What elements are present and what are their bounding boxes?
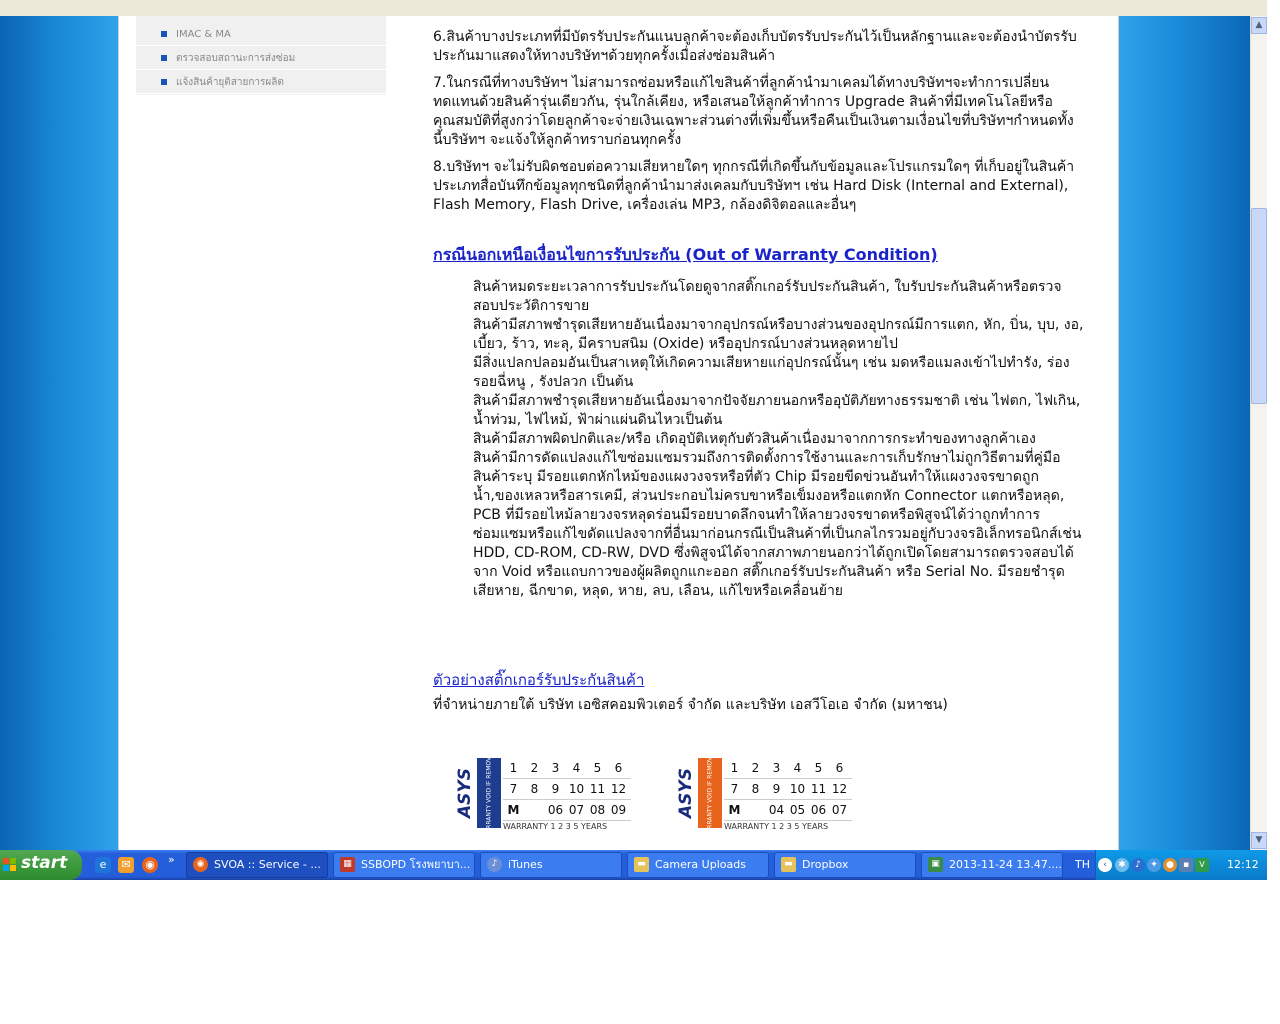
ie-quicklaunch-icon[interactable]: e	[95, 857, 111, 873]
taskbar-button-svoa[interactable]: ◉ SVOA :: Service - ...	[186, 852, 328, 878]
asys-logo: ASYS	[676, 768, 696, 818]
bullet-icon	[161, 79, 167, 85]
distributor-text: ที่จำหน่ายภายใต้ บริษัท เอซิสคอมพิวเตอร์ จำกัด และบริษัท เอสวีโอเอ จำกัด (มหาชน)	[433, 697, 948, 713]
scroll-down-button[interactable]: ▼	[1251, 832, 1267, 849]
taskbar	[0, 850, 1267, 880]
scrollbar-thumb[interactable]	[1251, 208, 1267, 404]
warranty-clause-8: 8.บริษัทฯ จะไม่รับผิดชอบต่อความเสียหายใดๆ ทุกกรณีที่เกิดขึ้นกับข้อมูลและโปรแกรมใดๆ ที่เก็บอยู่ในสินค้าประเภทสื่อบันทึกข้อมูลทุกชนิดที่ลูกค้านำมาส่งเคลมกับบริษัทฯ เช่น Hard Disk (Internal and External), Flash Memory, Flash Drive, เครื่องเล่น MP3, กล้องดิจิตอลและอื่นๆ	[433, 159, 1075, 213]
antivirus-icon[interactable]: V	[1195, 858, 1209, 872]
start-label: start	[21, 853, 68, 873]
taskbar-button-image[interactable]: ▣ 2013-11-24 13.47....	[921, 852, 1063, 878]
folder-icon: ▬	[634, 857, 649, 872]
asys-logo: ASYS	[455, 768, 475, 818]
sidebar-item-label: ตรวจสอบสถานะการส่งซ่อม	[176, 53, 296, 64]
firefox-quicklaunch-icon[interactable]: ◉	[142, 857, 158, 873]
sidebar-item-label: แจ้งสินค้ายุติสายการผลิต	[176, 77, 284, 88]
list-item: สินค้ามีการดัดแปลงแก้ไขซ่อมแซมรวมถึงการติดตั้งการใช้งานและการเก็บรักษาไม่ถูกวิธีตามที่คู่มือสินค้าระบุ มีรอยแตกหักไหม้ของแผงวงจรหรือที่ตัว Chip มีรอยขีดข่วนอันทำให้แผงวงจรขาดถูกน้ำ,ของเหลวหรือสารเคมี, ส่วนประกอบไม่ครบขาหรือเข็มงอหรือแตกหัก Connector แตกหรือหลุด, PCB ที่มีรอยไหม้ลายวงจรหลุดร่อนมีรอยบาดลึกจนทำให้ลายวงจรขาดหรือพิสูจน์ได้ว่าถูกทำการซ่อมแซมหรือแก้ไขดัดแปลงจากที่อื่นมาก่อนกรณีเป็นสินค้าที่เป็นกลไกรวมอยู่กับวงจรอิเล็กทรอนิกส์เช่น HDD, CD-ROM, CD-RW, DVD ซึ่งพิสูจน์ได้จากสภาพภายนอกว่าได้ถูกเปิดโดยสามารถตรวจสอบได้จาก Void หรือแถบกาวของผู้ผลิตถูกแกะออก สติ๊กเกอร์รับประกันสินค้า หรือ Serial No. มีรอยชำรุดเสียหาย, ฉีกขาด, หลุด, หาย, ลบ, เลือน, แก้ไขหรือเคลื่อนย้าย	[473, 450, 1082, 599]
sidebar-item-eol-notice[interactable]	[136, 72, 386, 94]
warranty-clause-6: 6.สินค้าบางประเภทที่มีบัตรรับประกันแนบลูกค้าจะต้องเก็บบัตรรับประกันไว้เป็นหลักฐานและจะต้องนำบัตรรับประกันมาแสดงให้ทางบริษัทฯด้วยทุกครั้งเมื่อส่งซ่อมสินค้า	[433, 29, 1077, 64]
month-grid: 1 2 3 4 5 6 7 8 9 10 11 12 M 04 05 06 07	[724, 758, 852, 821]
sidebar-item-repair-status[interactable]	[136, 48, 386, 70]
list-item: มีสิ่งแปลกปลอมอันเป็นสาเหตุให้เกิดความเสียหายแก่อุปกรณ์นั้นๆ เช่น มดหรือแมลงเข้าไปทำรัง, ร่องรอยฉี่หนู , รังปลวก เป็นต้น	[473, 355, 1070, 390]
vertical-scrollbar[interactable]	[1250, 16, 1267, 850]
windows-logo-icon	[3, 858, 17, 872]
scroll-up-button[interactable]: ▲	[1251, 17, 1267, 34]
browser-top-bar	[0, 0, 1267, 17]
warranty-years-label: WARRANTY 1 2 3 5 YEARS	[724, 822, 829, 831]
out-of-warranty-list	[473, 278, 1085, 601]
system-tray	[1095, 850, 1267, 880]
out-of-warranty-heading-link[interactable]: กรณีนอกเหนือเงื่อนไขการรับประกัน (Out of Warranty Condition)	[433, 245, 938, 264]
image-icon: ▣	[928, 857, 943, 872]
sidebar-item-label: IMAC & MA	[176, 29, 231, 40]
taskbar-button-camera-uploads[interactable]: ▬ Camera Uploads	[627, 852, 769, 878]
browser-viewport	[0, 16, 1250, 850]
folder-icon: ▬	[781, 857, 796, 872]
bluetooth-icon[interactable]: ✦	[1147, 858, 1161, 872]
quicklaunch-more-button[interactable]: »	[168, 853, 175, 866]
itunes-icon: ♪	[487, 857, 502, 872]
void-strip: WARRANTY VOID IF REMOVED	[698, 758, 722, 828]
list-item: สินค้ามีสภาพชำรุดเสียหายอันเนื่องมาจากปัจจัยภายนอกหรืออุบัติภัยทางธรรมชาติ เช่น ไฟตก, ไฟเกิน, น้ำท่วม, ไฟไหม้, ฟ้าผ่าแผ่นดินไหวเป็นต้น	[473, 393, 1081, 428]
update-icon[interactable]: ●	[1163, 858, 1177, 872]
network-icon[interactable]: ✱	[1115, 858, 1129, 872]
sticker-example-heading-link[interactable]: ตัวอย่างสติ๊กเกอร์รับประกันสินค้า	[433, 671, 645, 689]
sidebar-item-imac-ma[interactable]	[136, 24, 386, 46]
list-item: สินค้ามีสภาพผิดปกติและ/หรือ เกิดอุบัติเหตุกับตัวสินค้าเนื่องมาจากการกระทำของทางลูกค้าเอง	[473, 431, 1036, 447]
taskbar-button-dropbox[interactable]: ▬ Dropbox	[774, 852, 916, 878]
list-item: สินค้าหมดระยะเวลาการรับประกันโดยดูจากสติ๊กเกอร์รับประกันสินค้า, ใบรับประกันสินค้าหรือตรวจสอบประวัติการขาย	[473, 279, 1062, 314]
bullet-icon	[161, 55, 167, 61]
sidebar-menu	[136, 16, 386, 95]
list-item: สินค้ามีสภาพชำรุดเสียหายอันเนื่องมาจากอุปกรณ์หรือบางส่วนของอุปกรณ์มีการแตก, หัก, บิ่น, บุบ, งอ, เบี้ยว, ร้าว, ทะลุ, มีคราบสนิม (Oxide) หรืออุปกรณ์บางส่วนหลุดหายไป	[473, 317, 1084, 352]
outlook-quicklaunch-icon[interactable]: ✉	[118, 857, 134, 873]
app-icon: ▦	[340, 857, 355, 872]
taskbar-button-itunes[interactable]: ♪ iTunes	[480, 852, 622, 878]
taskbar-button-ssbopd[interactable]: ▦ SSBOPD โรงพยาบา...	[333, 852, 475, 878]
warranty-clause-7: 7.ในกรณีที่ทางบริษัทฯ ไม่สามารถซ่อมหรือแก้ไขสินค้าที่ลูกค้านำมาเคลมได้ทางบริษัทฯจะทำการเปลี่ยนทดแทนด้วยสินค้ารุ่นเดียวกัน, รุ่นใกล้เคียง, หรือเสนอให้ลูกค้าทำการ Upgrade สินค้าที่มีเทคโนโลยีหรือคุณสมบัติที่สูงกว่าโดยลูกค้าจะจ่ายเงินเฉพาะส่วนต่างที่เพิ่มขึ้นหรือคืนเป็นเงินตามเงื่อนไขที่บริษัทฯกำหนดทั้งนี้บริษัทฯ จะแจ้งให้ลูกค้าทราบก่อนทุกครั้ง	[433, 75, 1074, 148]
month-grid: 1 2 3 4 5 6 7 8 9 10 11 12 M 06 07 08 09	[503, 758, 631, 821]
start-button[interactable]	[0, 850, 82, 880]
firefox-icon: ◉	[193, 857, 208, 872]
warranty-years-label: WARRANTY 1 2 3 5 YEARS	[503, 822, 608, 831]
language-indicator[interactable]: TH	[1075, 858, 1090, 871]
display-icon[interactable]: ▪	[1179, 858, 1193, 872]
tray-expand-icon[interactable]: ‹	[1098, 858, 1112, 872]
void-strip: WARRANTY VOID IF REMOVED	[477, 758, 501, 828]
volume-icon[interactable]: ♪	[1131, 858, 1145, 872]
bullet-icon	[161, 31, 167, 37]
clock: 12:12	[1227, 858, 1259, 871]
